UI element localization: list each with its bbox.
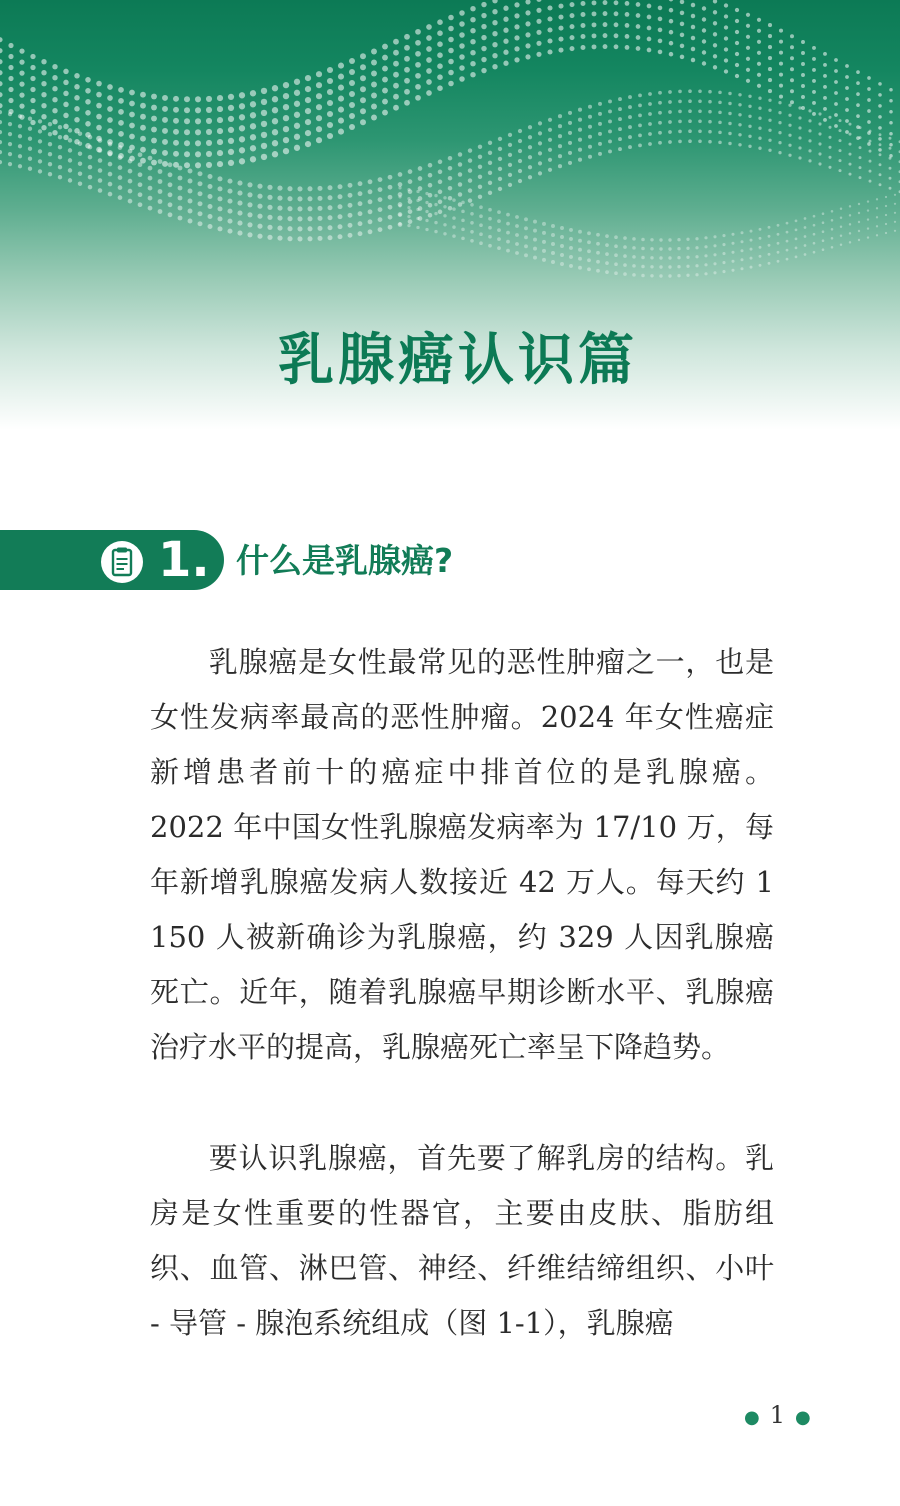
paragraph-2-text: 要认识乳腺癌，首先要了解乳房的结构。乳房是女性重要的性器官，主要由皮肤、脂肪组织、血管、淋巴管、神经、纤维结缔组织、小叶 - 导管 - 腺泡系统组成（图 1-1），乳腺癌 [150,1141,774,1340]
page-number-dot-right: ● [795,1407,811,1428]
paragraph-1-text: 乳腺癌是女性最常见的恶性肿瘤之一，也是女性发病率最高的恶性肿瘤。2024 年女性癌症新增患者前十的癌症中排首位的是乳腺癌。2022 年中国女性乳腺癌发病率为 17/10 万，每年新增乳腺癌发病人数接近 42 万人。每天约 1 150 人被新确诊为乳腺癌，约 329 人因乳腺癌死亡。近年，随着乳腺癌早期诊断水平、乳腺癌治疗水平的提高，乳腺癌死亡率呈下降趋势。 [150,645,774,1064]
section-number: 1. [158,532,210,588]
page-number-dot-left: ● [744,1407,760,1428]
page-number-value: 1 [769,1401,785,1429]
clipboard-icon [100,540,144,584]
chapter-title: 乳腺癌认识篇 [278,328,638,393]
page-number [734,1398,821,1435]
section-title: 什么是乳腺癌? [236,541,454,580]
paragraph-1 [150,635,774,1075]
paragraph-2 [150,1131,774,1351]
